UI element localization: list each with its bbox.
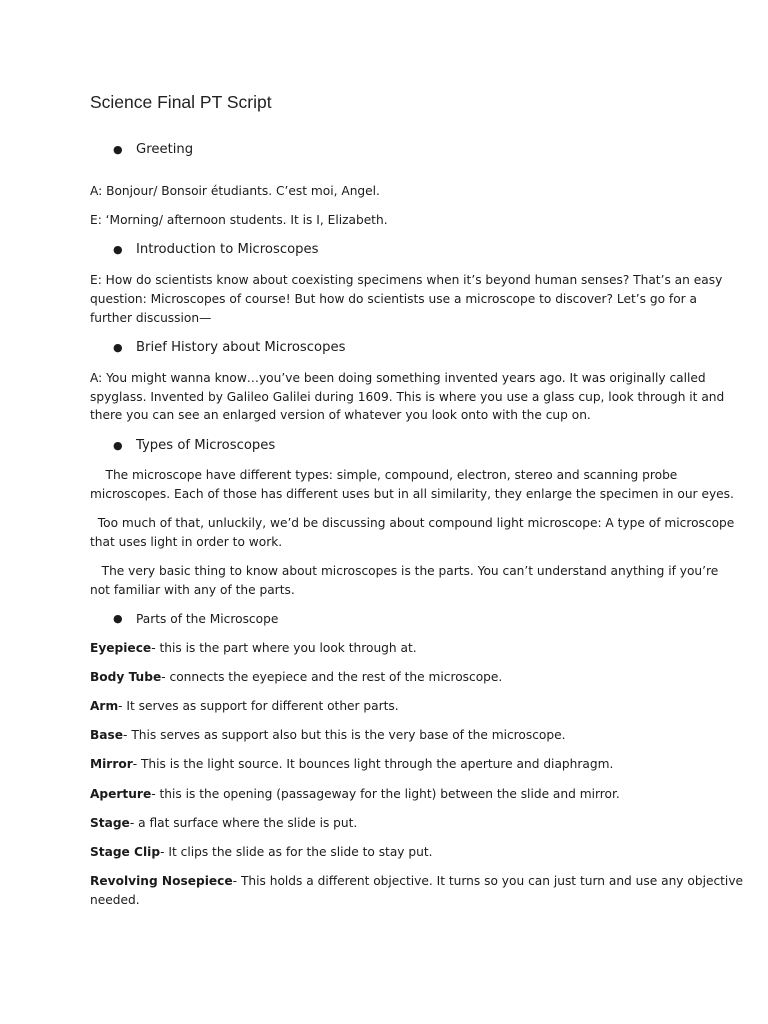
part-desc: - This serves as support also but this is the very base of the microscope.	[123, 728, 566, 742]
part-term: Arm	[90, 699, 119, 713]
history-line-1: A: You might wanna know…you’ve been doing something invented years ago. It was originally called	[90, 371, 706, 385]
part-term: Stage Clip	[90, 845, 161, 859]
part-term: Base	[90, 728, 124, 742]
part-desc: - This holds a different objective. It turns so you can just turn and use any objective	[232, 874, 744, 888]
part-item	[90, 843, 433, 862]
bullet-dot: ●	[113, 143, 123, 156]
types-para2-line-2: that uses light in order to work.	[90, 535, 283, 549]
bullet-dot: ●	[113, 341, 123, 354]
part-term: Eyepiece	[90, 641, 152, 655]
bullet-dot: ●	[113, 439, 123, 452]
part-item	[90, 872, 743, 891]
history-line-2: spyglass. Invented by Galileo Galilei during 1609. This is where you use a glass cup, look through it and	[90, 390, 725, 404]
section-heading-parts: Parts of the Microscope	[136, 612, 279, 626]
part-item	[90, 726, 566, 745]
part-term: Mirror	[90, 757, 133, 771]
part-term: Revolving Nosepiece	[90, 874, 233, 888]
part-term: Body Tube	[90, 670, 162, 684]
part-desc: - a flat surface where the slide is put.	[129, 816, 358, 830]
part-item	[90, 785, 620, 804]
part-desc: - this is the opening (passageway for the light) between the slide and mirror.	[151, 787, 620, 801]
greeting-line-e: E: ‘Morning/ afternoon students. It is I, Elizabeth.	[90, 213, 388, 227]
types-para1-line-2: microscopes. Each of those has different uses but in all similarity, they enlarge the specimen in our eyes.	[90, 487, 734, 501]
types-para1-line-1: The microscope have different types: simple, compound, electron, stereo and scanning probe	[90, 468, 678, 482]
section-heading-types: Types of Microscopes	[136, 438, 276, 453]
part-item	[90, 814, 357, 833]
bullet-dot: ●	[113, 243, 123, 256]
greeting-line-a: A: Bonjour/ Bonsoir étudiants. C’est moi, Angel.	[90, 184, 380, 198]
part-item	[90, 639, 417, 658]
section-heading-history: Brief History about Microscopes	[136, 340, 346, 355]
intro-line-2: question: Microscopes of course! But how do scientists use a microscope to discover? Let’s go for a	[90, 292, 698, 306]
part-desc: - this is the part where you look through at.	[151, 641, 417, 655]
section-heading-greeting: Greeting	[136, 142, 194, 157]
page-title: Science Final PT Script	[90, 92, 272, 112]
part-desc: - connects the eyepiece and the rest of the microscope.	[161, 670, 503, 684]
types-para2-line-1: Too much of that, unluckily, we’d be discussing about compound light microscope: A type of microscope	[90, 516, 735, 530]
types-para3-line-2: not familiar with any of the parts.	[90, 583, 295, 597]
history-line-3: there you can see an enlarged version of whatever you look onto with the cup on.	[90, 408, 591, 422]
part-item	[90, 697, 399, 716]
part-item	[90, 668, 502, 687]
part-term: Stage	[90, 816, 130, 830]
intro-line-1: E: How do scientists know about coexisting specimens when it’s beyond human senses? That’s an easy	[90, 273, 723, 287]
part-item	[90, 755, 613, 774]
types-para3-line-1: The very basic thing to know about microscopes is the parts. You can’t understand anything if you’re	[90, 564, 719, 578]
part-term: Aperture	[90, 787, 152, 801]
intro-line-3: further discussion—	[90, 311, 212, 325]
part-desc: - It serves as support for different other parts.	[118, 699, 399, 713]
part-item-continuation: needed.	[90, 893, 140, 907]
bullet-dot: ●	[113, 612, 123, 625]
part-desc: - This is the light source. It bounces light through the aperture and diaphragm.	[132, 757, 614, 771]
section-heading-intro: Introduction to Microscopes	[136, 242, 319, 257]
part-desc: - It clips the slide as for the slide to stay put.	[160, 845, 433, 859]
